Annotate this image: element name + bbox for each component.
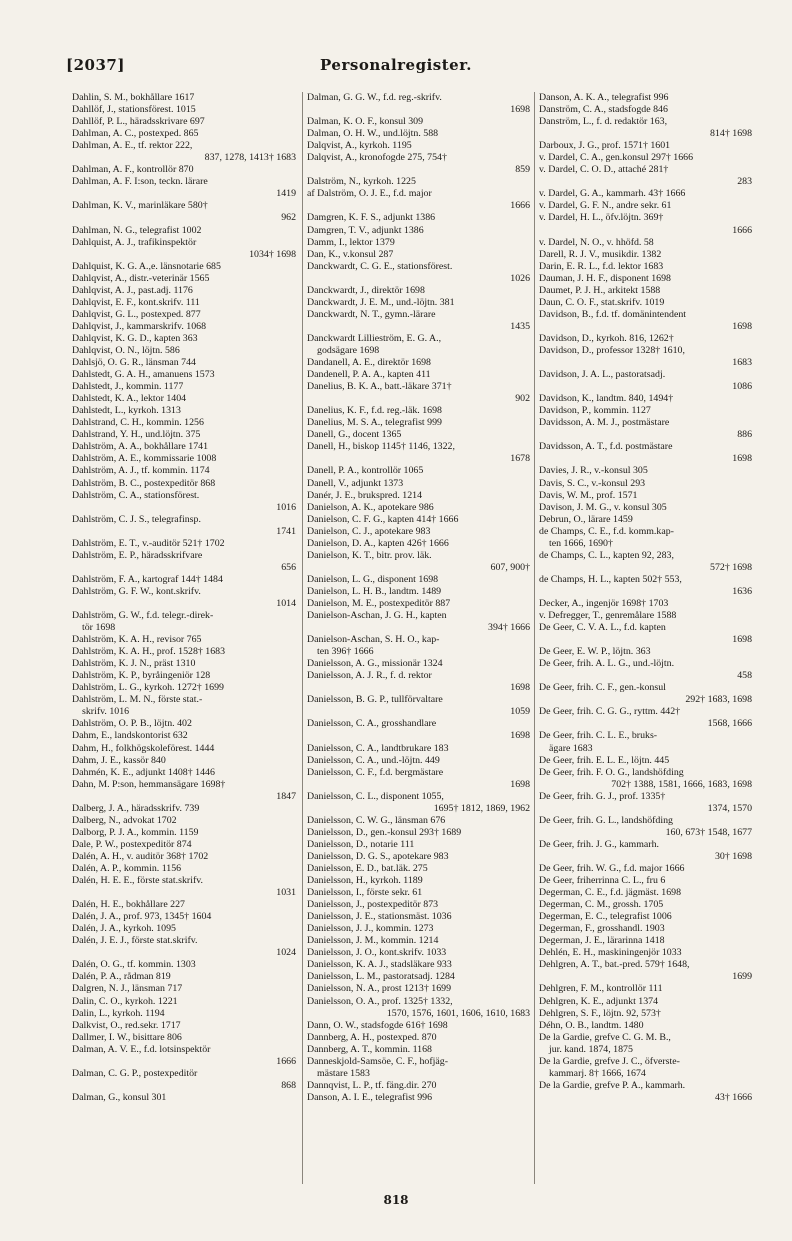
register-entry-line: Davidson, P., kommin. 1127	[539, 405, 651, 417]
register-entry-line: Dahlqvist, O. N., löjtn. 586	[72, 344, 180, 356]
register-entry-line: Dalborg, P. J. A., kommin. 1159	[72, 826, 199, 838]
register-entry-line: Danielson, A. K., apotekare 986	[307, 501, 434, 513]
register-entry-line: v. Dardel, G. A., kammarh. 43† 1666	[539, 188, 686, 200]
register-entry-line: Dahllöf, P. L., häradsskrivare 697	[72, 116, 205, 128]
register-entry-line: Danson, A. K. A., telegrafist 996	[539, 92, 669, 103]
register-entry-line: 1435	[510, 320, 530, 332]
register-entry-line: Danell, H., biskop 1145† 1146, 1322,	[307, 441, 455, 453]
register-entry-line: Degerman, J. E., lärarinna 1418	[539, 935, 665, 947]
register-entry-line: Degerman, F., grosshandl. 1903	[539, 923, 665, 935]
register-entry-line: Degerman, C. M., grossh. 1705	[539, 899, 664, 911]
register-entry-line: 1683	[732, 357, 752, 369]
register-entry-line: De Geer, C. V. A. L., f.d. kapten	[539, 622, 666, 634]
register-entry-line: De Geer, frih. W. G., f.d. major 1666	[539, 863, 685, 874]
register-entry-line: Dahlman, N. G., telegrafist 1002	[72, 224, 202, 236]
register-entry-line: Dahm, J. E., kassör 840	[72, 754, 166, 766]
register-entry-line: Déhn, O. B., landtm. 1480	[539, 1019, 644, 1031]
register-entry-line: Dalén, P. A., rådman 819	[72, 971, 171, 983]
register-entry-line: 1034† 1698	[249, 248, 296, 260]
register-entry-line: De Geer, frih. E. L. E., löjtn. 445	[539, 754, 670, 766]
register-entry-line: Dahlström, G. W., f.d. telegr.-direk-	[72, 610, 214, 622]
register-entry-line: 1699	[732, 971, 752, 983]
register-entry-line: Dahlström, K. J. N., präst 1310	[72, 658, 196, 670]
register-entry-line: Dandenell, P. A. A., kapten 411	[307, 369, 431, 381]
register-entry-line: Dahlström, A. J., tf. kommin. 1174	[72, 465, 210, 477]
register-entry-line: Dalman, G. G. W., f.d. reg.-skrifv.	[307, 92, 442, 103]
register-entry-line: Dalqvist, A., kronofogde 275, 754†	[307, 152, 447, 164]
register-entry-line: Dahlström, E. T., v.-auditör 521† 1702	[72, 537, 225, 549]
register-entry-line: Danielsson, C. L., disponent 1055,	[307, 790, 444, 802]
register-entry-line: Danielsson, C. A., und.-löjtn. 449	[307, 754, 440, 766]
register-entry-line: Dahlquist, K. G. A.,e. länsnotarie 685	[72, 260, 221, 272]
register-entry-line: 868	[281, 1079, 296, 1091]
register-entry-line: De Geer, frih. F. O. G., landshöfding	[539, 766, 684, 778]
register-entry-line: Danielson, K. T., bitr. prov. läk.	[307, 549, 432, 561]
page-header	[66, 56, 726, 78]
register-entry-line: Dahlström, L. M. N., förste stat.-	[72, 694, 203, 706]
register-entry-line: Danielson, L. H. B., landtm. 1489	[307, 585, 442, 597]
register-entry-line: De Geer, frih. G. J., prof. 1335†	[539, 790, 666, 802]
register-entry-line: Dale, P. W., postexpeditör 874	[72, 838, 192, 850]
register-entry-line: Danckwardt, J. E. M., und.-löjtn. 381	[307, 296, 455, 308]
register-entry-line: Danielsson, L. M., pastoratsadj. 1284	[307, 971, 455, 983]
register-entry-line: 1698	[732, 634, 752, 646]
register-entry-line: Danér, J. E., brukspred. 1214	[307, 489, 423, 501]
register-entry-line: Danell, V., adjunkt 1373	[307, 477, 404, 489]
register-entry-line: Danielsson, H., kyrkoh. 1189	[307, 875, 423, 887]
register-entry-line: Dahlström, C. A., stationsförest.	[72, 489, 200, 501]
register-entry-line: Danielsson, B. G. P., tullförvaltare	[307, 694, 443, 706]
register-entry-line: 1374, 1570	[707, 802, 752, 814]
register-entry-line: 1570, 1576, 1601, 1606, 1610, 1683	[386, 1007, 530, 1019]
register-entry-line: Dahlström, L. G., kyrkoh. 1272† 1699	[72, 682, 224, 694]
register-entry-line: 572† 1698	[710, 561, 752, 573]
register-entry-line: Dalén, J. E. J., förste stat.skrifv.	[72, 935, 198, 947]
register-entry-line: Dalin, L., kyrkoh. 1194	[72, 1007, 165, 1019]
register-entry-line: ten 1666, 1690†	[549, 537, 613, 549]
register-entry-line: Dandanell, A. E., direktör 1698	[307, 357, 431, 369]
register-entry-line: Dalén, H. E., bokhållare 227	[72, 899, 185, 911]
register-entry-line: Dahlqvist, E. F., kont.skrifv. 111	[72, 296, 200, 308]
register-entry-line: Danielson, L. G., disponent 1698	[307, 573, 439, 585]
register-entry-line: Danielsson, J. O., kont.skrifv. 1033	[307, 947, 447, 959]
register-entry-line: Dannberg, A. T., kommin. 1168	[307, 1043, 432, 1055]
register-entry-line: 656	[281, 561, 296, 573]
register-entry-line: De la Gardie, grefve C. G. M. B.,	[539, 1031, 671, 1043]
register-entry-line: Dahlström, A. E., kommissarie 1008	[72, 453, 217, 465]
register-entry-line: Dahm, E., landskontorist 632	[72, 730, 188, 742]
register-entry-line: v. Dardel, C. O. D., attaché 281†	[539, 164, 669, 176]
register-entry-line: Dalström, N., kyrkoh. 1225	[307, 176, 416, 188]
register-entry-line: Dahlström, G. F. W., kont.skrifv.	[72, 585, 201, 597]
register-entry-line: 160, 673† 1548, 1677	[665, 826, 752, 838]
register-entry-line: 1698	[732, 320, 752, 332]
register-entry-line: Dehlgren, K. E., adjunkt 1374	[539, 995, 659, 1007]
register-entry-line: jur. kand. 1874, 1875	[549, 1043, 633, 1055]
register-entry-line: Dalberg, N., advokat 1702	[72, 814, 177, 826]
register-entry-line: Danielsson, A. G., missionär 1324	[307, 658, 443, 670]
register-entry-line: Danielsson, C. W. G., länsman 676	[307, 814, 446, 826]
register-entry-line: ägare 1683	[549, 742, 593, 754]
register-entry-line: Dahlsjö, O. G. R., länsman 744	[72, 357, 196, 369]
register-entry-line: Danielson, D. A., kapten 426† 1666	[307, 537, 449, 549]
register-entry-line: Dahlström, E. P., häradsskrifvare	[72, 549, 203, 561]
register-entry-line: Damgren, T. V., adjunkt 1386	[307, 224, 424, 236]
register-entry-line: Dahmén, K. E., adjunkt 1408† 1446	[72, 766, 215, 778]
register-entry-line: 394† 1666	[488, 622, 530, 634]
register-entry-line: De Geer, frih. G. L., landshöfding	[539, 814, 673, 826]
register-entry-line: Dahlqvist, A. J., past.adj. 1176	[72, 284, 193, 296]
register-entry-line: Dahlman, K. V., marinläkare 580†	[72, 200, 208, 212]
register-entry-line: Davidson, B., f.d. tf. domänintendent	[539, 308, 687, 320]
register-entry-line: ten 396† 1666	[317, 646, 374, 658]
register-entry-line: Dahlström, F. A., kartograf 144† 1484	[72, 573, 223, 585]
register-entry-line: 458	[737, 670, 752, 682]
register-entry-line: Dehlén, E. H., maskiningenjör 1033	[539, 947, 682, 959]
register-entry-line: Dan, K., v.konsul 287	[307, 248, 394, 260]
register-entry-line: Dahlstedt, L., kyrkoh. 1313	[72, 405, 181, 417]
register-entry-line: De Geer, frih. C. G. G., ryttm. 442†	[539, 706, 681, 718]
register-entry-line: Dahlström, B. C., postexpeditör 868	[72, 477, 216, 489]
register-entry-line: Danielson, M. E., postexpeditör 887	[307, 597, 451, 609]
register-entry-line: Dahlström, O. P. B., löjtn. 402	[72, 718, 192, 730]
register-entry-line: Dahlqvist, G. L., postexped. 877	[72, 308, 201, 320]
register-entry-line: Dahlqvist, J., kammarskrifv. 1068	[72, 320, 207, 332]
register-entry-line: Danielsson, J. E., stationsmäst. 1036	[307, 911, 452, 923]
register-entry-line: de Champs, C. L., kapten 92, 283,	[539, 549, 674, 561]
register-entry-line: Danell, G., docent 1365	[307, 429, 402, 441]
register-entry-line: Davidson, J. A. L., pastoratsadj.	[539, 369, 666, 381]
register-entry-line: Danielsson, O. A., prof. 1325† 1332,	[307, 995, 453, 1007]
register-entry-line: Dalberg, J. A., häradsskrifv. 739	[72, 802, 200, 814]
register-entry-line: De Geer, frih. C. F., gen.-konsul	[539, 682, 666, 694]
register-entry-line: 1086	[732, 381, 752, 393]
register-entry-line: Dalén, H. E. E., förste stat.skrifv.	[72, 875, 203, 887]
register-entry-line: v. Dardel, C. A., gen.konsul 297† 1666	[539, 152, 694, 164]
register-entry-line: Danielsson, A. J. R., f. d. rektor	[307, 670, 432, 682]
register-entry-line: Darell, R. J. V., musikdir. 1382	[539, 248, 662, 260]
register-entry-line: 886	[737, 429, 752, 441]
register-entry-line: 702† 1388, 1581, 1666, 1683, 1698	[611, 778, 752, 790]
register-entry-line: Davison, J. M. G., v. konsul 305	[539, 501, 667, 513]
register-entry-line: Danielsson, C. A., grosshandlare	[307, 718, 437, 730]
register-entry-line: Damgren, K. F. S., adjunkt 1386	[307, 212, 436, 224]
register-entry-line: Degerman, C. E., f.d. jägmäst. 1698	[539, 887, 682, 899]
register-column-1	[68, 92, 300, 1184]
register-entry-line: Damm, I., lektor 1379	[307, 236, 395, 248]
register-entry-line: 1031	[276, 887, 296, 899]
register-entry-line: Danielson, C. F. G., kapten 414† 1666	[307, 513, 459, 525]
register-entry-line: 1698	[510, 682, 530, 694]
register-entry-line: 30† 1698	[714, 850, 752, 862]
register-entry-line: Dalén, J. A., kyrkoh. 1095	[72, 923, 176, 935]
register-entry-line: Davidsson, A. T., f.d. postmästare	[539, 441, 673, 453]
register-entry-line: Dahlstrand, Y. H., und.löjtn. 375	[72, 429, 201, 441]
register-entry-line: Dahlman, A. E., tf. rektor 222,	[72, 140, 193, 152]
register-entry-line: Dannqvist, L. P., tf. fäng.dir. 270	[307, 1079, 437, 1091]
register-entry-line: Dalman, A. V. E., f.d. lotsinspektör	[72, 1043, 211, 1055]
register-entry-line: Davidson, D., kyrkoh. 816, 1262†	[539, 332, 674, 344]
register-entry-line: Dehlgren, F. M., kontrollör 111	[539, 983, 663, 995]
register-entry-line: 837, 1278, 1413† 1683	[204, 152, 296, 164]
register-entry-line: Dalman, O. H. W., und.löjtn. 588	[307, 128, 439, 140]
register-entry-line: Danelius, M. S. A., telegrafist 999	[307, 417, 442, 429]
register-entry-line: 1016	[276, 501, 296, 513]
register-entry-line: Dallmer, I. W., bisittare 806	[72, 1031, 182, 1043]
register-entry-line: v. Dardel, G. F. N., andre sekr. 61	[539, 200, 672, 212]
register-entry-line: 1666	[276, 1055, 296, 1067]
register-entry-line: Danielson-Aschan, J. G. H., kapten	[307, 610, 447, 622]
register-entry-line: Dahlström, K. A. H., prof. 1528† 1683	[72, 646, 226, 658]
register-entry-line: Darboux, J. G., prof. 1571† 1601	[539, 140, 671, 152]
register-entry-line: Danson, A. I. E., telegrafist 996	[307, 1091, 433, 1103]
register-entry-line: Dahlman, A. F. I:son, teckn. lärare	[72, 176, 208, 188]
register-entry-line: 292† 1683, 1698	[685, 694, 752, 706]
register-entry-line: Dalkvist, O., red.sekr. 1717	[72, 1019, 181, 1031]
register-entry-line: Danielsson, D., notarie 111	[307, 838, 415, 850]
register-entry-line: Darin, E. R. L., f.d. lektor 1683	[539, 260, 664, 272]
register-entry-line: Dahlstedt, J., kommin. 1177	[72, 381, 184, 393]
register-entry-line: Danström, C. A., stadsfogde 846	[539, 104, 668, 116]
register-entry-line: 1698	[510, 104, 530, 116]
register-entry-line: Danielsson, C. A., landtbrukare 183	[307, 742, 449, 754]
register-entry-line: Davis, S. C., v.-konsul 293	[539, 477, 646, 489]
register-entry-line: Danielson, C. J., apotekare 983	[307, 525, 431, 537]
register-entry-line: 1059	[510, 706, 530, 718]
register-entry-line: Dalman, G., konsul 301	[72, 1091, 167, 1103]
register-entry-line: de Champs, C. E., f.d. komm.kap-	[539, 525, 674, 537]
register-entry-line: 1636	[732, 585, 752, 597]
register-entry-line: De la Gardie, grefve J. C., öfverste-	[539, 1055, 680, 1067]
register-entry-line: De Geer, frih. J. G., kammarh.	[539, 838, 659, 850]
register-entry-line: Dehlgren, A. T., bat.-pred. 579† 1648,	[539, 959, 690, 971]
register-entry-line: 1695† 1812, 1869, 1962	[433, 802, 530, 814]
register-entry-line: Dehlgren, S. F., löjtn. 92, 573†	[539, 1007, 661, 1019]
register-entry-line: Danielsson, J. M., kommin. 1214	[307, 935, 439, 947]
register-entry-line: Daun, C. O. F., stat.skrifv. 1019	[539, 296, 665, 308]
register-entry-line: Davidsson, A. M. J., postmästare	[539, 417, 670, 429]
register-entry-line: Dalqvist, A., kyrkoh. 1195	[307, 140, 412, 152]
register-entry-line: mästare 1583	[317, 1067, 370, 1079]
register-entry-line: 1419	[276, 188, 296, 200]
register-entry-line: Dalgren, N. J., länsman 717	[72, 983, 183, 995]
register-entry-line: 1698	[732, 453, 752, 465]
register-entry-line: Dauman, J. H. F., disponent 1698	[539, 272, 671, 284]
register-entry-line: Dahlman, A. C., postexped. 865	[72, 128, 199, 140]
register-entry-line: Danielsson, K. A. J., stadsläkare 933	[307, 959, 452, 971]
register-entry-line: v. Defregger, T., genremålare 1588	[539, 610, 677, 622]
register-entry-line: Dahlqvist, K. G. D., kapten 363	[72, 332, 198, 344]
register-column-2	[302, 92, 534, 1184]
register-column-3	[534, 92, 756, 1184]
register-entry-line: 1678	[510, 453, 530, 465]
register-entry-line: Danielsson, J. J., kommin. 1273	[307, 923, 434, 935]
register-entry-line: Danelius, K. F., f.d. reg.-läk. 1698	[307, 405, 442, 417]
register-entry-line: Dalman, C. G. P., postexpeditör	[72, 1067, 198, 1079]
register-entry-line: Dalén, J. A., prof. 973, 1345† 1604	[72, 911, 212, 923]
register-entry-line: Dahm, H., folkhögskoleförest. 1444	[72, 742, 215, 754]
register-entry-line: 1741	[276, 525, 296, 537]
register-entry-line: 1014	[276, 597, 296, 609]
register-entry-line: v. Dardel, H. L., öfv.löjtn. 369†	[539, 212, 664, 224]
register-entry-line: 607, 900†	[490, 561, 530, 573]
register-entry-line: Danell, P. A., kontrollör 1065	[307, 465, 424, 477]
register-entry-line: af Dalström, O. J. E., f.d. major	[307, 188, 432, 200]
register-entry-line: 1698	[510, 730, 530, 742]
page-number: 818	[383, 1193, 409, 1207]
register-entry-line: skrifv. 1016	[82, 706, 130, 718]
register-entry-line: 1024	[276, 947, 296, 959]
page-title: Personalregister.	[320, 56, 472, 74]
register-entry-line: Danström, L., f. d. redaktör 163,	[539, 116, 668, 128]
register-entry-line: 814† 1698	[710, 128, 752, 140]
register-entry-line: Daumet, P. J. H., arkitekt 1588	[539, 284, 661, 296]
register-entry-line: v. Dardel, N. O., v. hhöfd. 58	[539, 236, 654, 248]
register-entry-line: tör 1698	[82, 622, 116, 634]
register-entry-line: de Champs, H. L., kapten 502† 553,	[539, 573, 682, 585]
register-entry-line: Danelius, B. K. A., batt.-läkare 371†	[307, 381, 452, 393]
register-entry-line: Decker, A., ingenjör 1698† 1703	[539, 597, 669, 609]
register-entry-line: Dahlström, K. P., byråingeniör 128	[72, 670, 211, 682]
page-label: [2037]	[66, 56, 125, 74]
register-entry-line: Dahlström, C. J. S., telegrafinsp.	[72, 513, 201, 525]
register-entry-line: Dahlstrand, C. H., kommin. 1256	[72, 417, 204, 429]
register-entry-line: Dahllöf, J., stationsförest. 1015	[72, 104, 196, 116]
register-entry-line: 1666	[732, 224, 752, 236]
register-entry-line: De Geer, friherrinna C. L., fru 6	[539, 875, 666, 887]
register-entry-line: Danckwardt, J., direktör 1698	[307, 284, 425, 296]
register-entry-line: Danielsson, D., gen.-konsul 293† 1689	[307, 826, 462, 838]
register-entry-line: Danielsson, E. D., bat.läk. 275	[307, 863, 428, 874]
register-entry-line: Dahlström, K. A. H., revisor 765	[72, 634, 202, 646]
register-entry-line: Dann, O. W., stadsfogde 616† 1698	[307, 1019, 448, 1031]
register-entry-line: 43† 1666	[714, 1091, 752, 1103]
register-entry-line: Danielson-Aschan, S. H. O., kap-	[307, 634, 440, 646]
register-entry-line: 962	[281, 212, 296, 224]
register-entry-line: Davis, W. M., prof. 1571	[539, 489, 638, 501]
register-entry-line: 1847	[276, 790, 296, 802]
register-entry-line: Danielsson, I., förste sekr. 61	[307, 887, 423, 899]
register-entry-line: De Geer, frih. A. L. G., und.-löjtn.	[539, 658, 675, 670]
register-entry-line: Dannberg, A. H., postexped. 870	[307, 1031, 437, 1043]
register-entry-line: Danckwardt Lillieström, E. G. A.,	[307, 332, 442, 344]
register-entry-line: 902	[515, 393, 530, 405]
register-entry-line: De Geer, E. W. P., löjtn. 363	[539, 646, 651, 658]
register-entry-line: Dahlquist, A. J., trafikinspektör	[72, 236, 197, 248]
register-entry-line: Danielsson, N. A., prost 1213† 1699	[307, 983, 452, 995]
register-entry-line: 283	[737, 176, 752, 188]
register-entry-line: Dalén, O. G., tf. kommin. 1303	[72, 959, 196, 971]
register-entry-line: Davidson, D., professor 1328† 1610,	[539, 344, 685, 356]
register-entry-line: 859	[515, 164, 530, 176]
register-entry-line: 1026	[510, 272, 530, 284]
register-entry-line: kammarj. 8† 1666, 1674	[549, 1067, 646, 1079]
register-entry-line: Degerman, E. C., telegrafist 1006	[539, 911, 672, 923]
register-entry-line: Danielsson, D. G. S., apotekare 983	[307, 850, 449, 862]
register-entry-line: Danielsson, C. F., f.d. bergmästare	[307, 766, 444, 778]
register-entry-line: Dahlstedt, K. A., lektor 1404	[72, 393, 187, 405]
register-entry-line: Danckwardt, N. T., gymn.-lärare	[307, 308, 436, 320]
register-entry-line: Dahlstedt, G. A. H., amanuens 1573	[72, 369, 215, 381]
register-entry-line: Danckwardt, C. G. E., stationsförest.	[307, 260, 453, 272]
register-entry-line: Dahlman, A. F., kontrollör 870	[72, 164, 194, 176]
register-entry-line: Dalén, A. H., v. auditör 368† 1702	[72, 850, 209, 862]
register-entry-line: Dahn, M. P:son, hemmansägare 1698†	[72, 778, 226, 790]
register-entry-line: De Geer, frih. C. L. E., bruks-	[539, 730, 658, 742]
register-entry-line: Danneskjold-Samsöe, C. F., hofjäg-	[307, 1055, 449, 1067]
register-entry-line: godsägare 1698	[317, 344, 380, 356]
register-entry-line: Dalman, K. O. F., konsul 309	[307, 116, 424, 128]
register-entry-line: 1666	[510, 200, 530, 212]
register-entry-line: Davidson, K., landtm. 840, 1494†	[539, 393, 674, 405]
register-columns	[68, 92, 756, 1184]
register-entry-line: Danielsson, J., postexpeditör 873	[307, 899, 439, 911]
register-entry-line: Dalin, C. O., kyrkoh. 1221	[72, 995, 178, 1007]
register-entry-line: Dahlin, S. M., bokhållare 1617	[72, 92, 195, 103]
register-entry-line: Debrun, O., lärare 1459	[539, 513, 633, 525]
register-entry-line: Dahlqvist, A., distr.-veterinär 1565	[72, 272, 210, 284]
register-entry-line: De la Gardie, grefve P. A., kammarh.	[539, 1079, 686, 1091]
register-entry-line: Dahlström, A. A., bokhållare 1741	[72, 441, 209, 453]
register-entry-line: Dalén, A. P., kommin. 1156	[72, 863, 182, 874]
register-entry-line: 1568, 1666	[707, 718, 752, 730]
register-entry-line: Davies, J. R., v.-konsul 305	[539, 465, 648, 477]
register-entry-line: 1698	[510, 778, 530, 790]
